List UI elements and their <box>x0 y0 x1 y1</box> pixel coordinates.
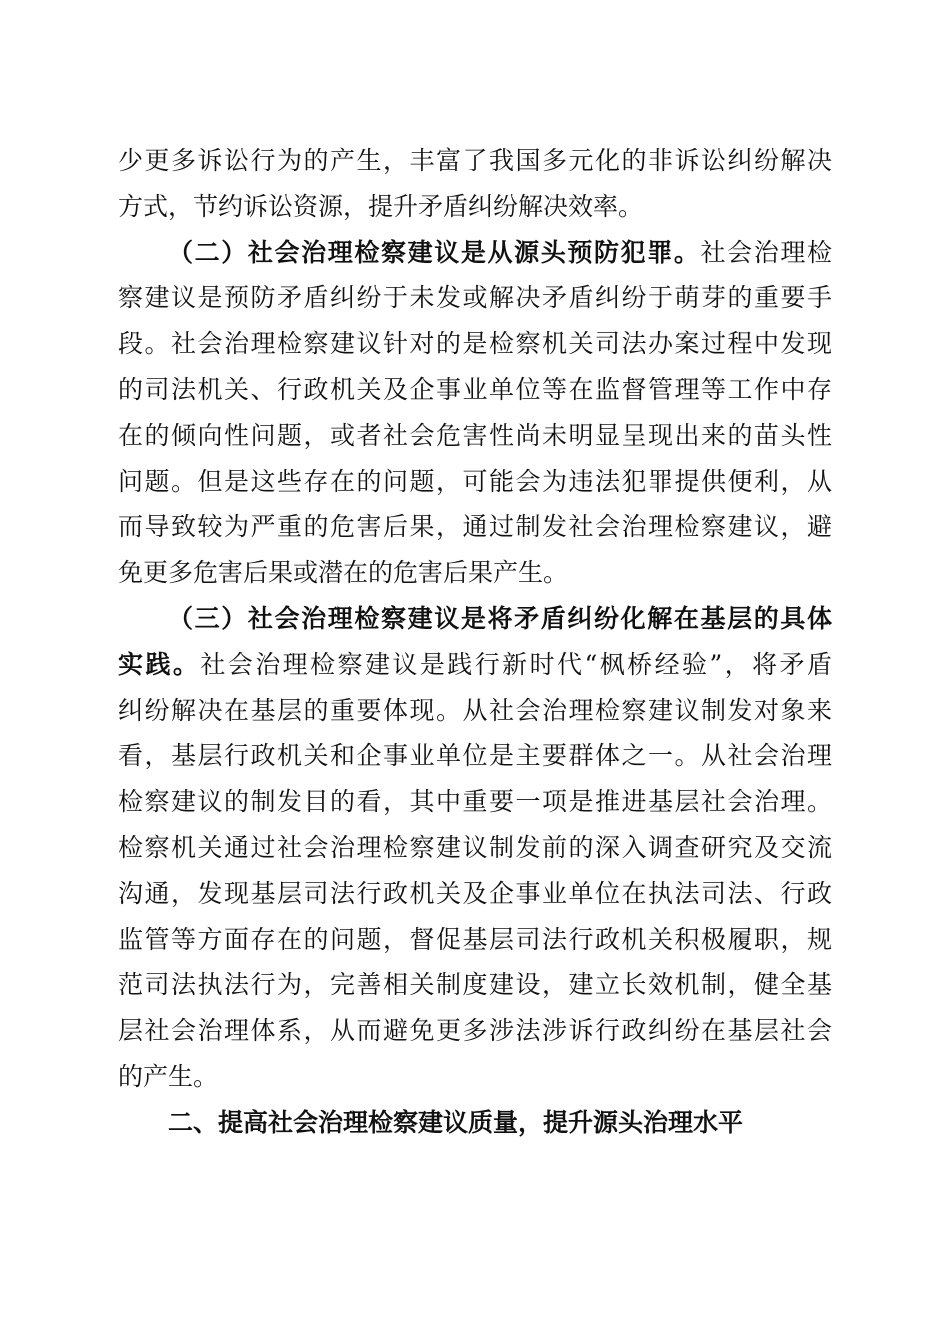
paragraph-line: 察建议是预防矛盾纠纷于未发或解决矛盾纠纷于萌芽的重要手 <box>118 283 832 313</box>
paragraph-line: 的司法机关、行政机关及企事业单位等在监督管理等工作中存 <box>118 374 832 404</box>
paragraph-line: 免更多危害后果或潜在的危害后果产生。 <box>118 558 569 588</box>
paragraph-line <box>118 642 832 688</box>
paragraph-line: 沟通，发现基层司法行政机关及企事业单位在执法司法、行政 <box>118 878 832 908</box>
paragraph-line: 检察建议的制发目的看，其中重要一项是推进基层社会治理。 <box>118 787 832 817</box>
paragraph-line: 段。社会治理检察建议针对的是检察机关司法办案过程中发现 <box>118 329 832 359</box>
paragraph-line: 的产生。 <box>118 1061 219 1091</box>
section-heading: 二、提高社会治理检察建议质量，提升源头治理水平 <box>168 1107 744 1137</box>
paragraph-text: 社会治理检察建议是践行新时代“枫桥经验”，将矛盾 <box>200 649 832 679</box>
document-body <box>118 138 832 1146</box>
paragraph-line: 纠纷解决在基层的重要体现。从社会治理检察建议制发对象来 <box>118 695 832 725</box>
paragraph-line <box>118 230 832 276</box>
paragraph-line: 少更多诉讼行为的产生，丰富了我国多元化的非诉讼纠纷解决 <box>118 146 832 175</box>
paragraph-line: 监管等方面存在的问题，督促基层司法行政机关积极履职，规 <box>118 924 832 954</box>
paragraph-line: 检察机关通过社会治理检察建议制发前的深入调查研究及交流 <box>118 832 832 862</box>
paragraph-line: 问题。但是这些存在的问题，可能会为违法犯罪提供便利，从 <box>118 466 832 496</box>
paragraph-line: 范司法执法行为，完善相关制度建设，建立长效机制，健全基 <box>118 970 832 1000</box>
paragraph-line: 方式，节约诉讼资源，提升矛盾纠纷解决效率。 <box>118 191 644 221</box>
subsection-heading: （三）社会治理检察建议是将矛盾纠纷化解在基层的具体 <box>168 603 832 633</box>
paragraph-line: 看，基层行政机关和企事业单位是主要群体之一。从社会治理 <box>118 741 832 771</box>
paragraph-text: 社会治理检 <box>700 237 832 267</box>
paragraph-line: 层社会治理体系，从而避免更多涉法涉诉行政纠纷在基层社会 <box>118 1016 832 1046</box>
subsection-heading-end: 实践。 <box>118 649 201 679</box>
subsection-heading: （二）社会治理检察建议是从源头预防犯罪。 <box>168 237 701 267</box>
paragraph-line: 在的倾向性问题，或者社会危害性尚未明显呈现出来的苗头性 <box>118 420 832 450</box>
paragraph-line: 而导致较为严重的危害后果，通过制发社会治理检察建议，避 <box>118 512 832 542</box>
